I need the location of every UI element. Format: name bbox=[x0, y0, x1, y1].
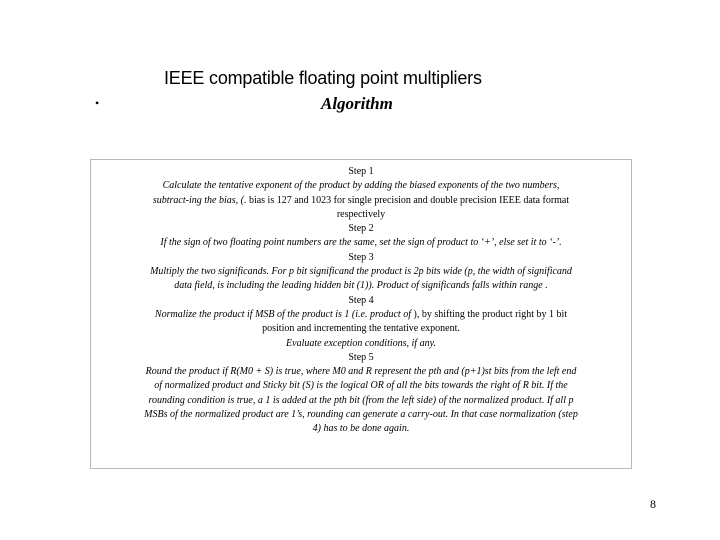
step-3-heading: Step 3 bbox=[348, 251, 374, 263]
step-1-line-c: respectively bbox=[336, 208, 386, 220]
step-5-line-e: 4) has to be done again. bbox=[312, 423, 410, 435]
page-number: 8 bbox=[650, 497, 656, 511]
step-4-heading: Step 4 bbox=[348, 294, 374, 306]
step-4-line-a bbox=[96, 308, 626, 322]
step-4-line-a-italic: Normalize the product if MSB of the product is 1 (i.e. product of bbox=[154, 308, 414, 320]
step-5-heading: Step 5 bbox=[348, 351, 374, 363]
bullet-marker: • bbox=[95, 96, 100, 110]
step-1-line-b-rest: bias is 127 and 1023 for single precision and double precision IEEE data format bbox=[246, 194, 570, 206]
step-3-line-a: Multiply the two significands. For p bit significand the product is 2p bits wide (p, the width of significand bbox=[150, 266, 572, 278]
step-1-line-b-italic: subtract-ing the bias, (. bbox=[152, 194, 247, 206]
slide-title: IEEE compatible floating point multipliers bbox=[164, 68, 482, 88]
step-5-line-d: MSBs of the normalized product are 1’s, rounding can generate a carry-out. In that case normalization (step bbox=[144, 409, 578, 421]
step-4-line-a-rest: ), by shifting the product right by 1 bit bbox=[413, 308, 568, 320]
step-5-line-b: of normalized product and Sticky bit (S) is the logical OR of all the bits towards the right of R bit. If the bbox=[154, 380, 568, 392]
algorithm-steps bbox=[96, 165, 626, 437]
step-5-line-c: rounding condition is true, a 1 is added at the pth bit (from the left side) of the normalized product. If all p bbox=[148, 394, 574, 406]
step-4-line-b: position and incrementing the tentative exponent. bbox=[262, 323, 460, 335]
step-2-heading: Step 2 bbox=[348, 223, 374, 235]
step-1-heading: Step 1 bbox=[348, 166, 374, 177]
step-2-text: If the sign of two floating point numbers are the same, set the sign of product to ‘+’, else set it to ‘-’. bbox=[160, 237, 562, 249]
slide-subtitle: Algorithm bbox=[321, 94, 393, 113]
step-5-line-a: Round the product if R(M0 + S) is true, where M0 and R represent the pth and (p+1)st bits from the left end bbox=[145, 366, 577, 378]
step-1-line-b bbox=[96, 194, 626, 208]
step-3-line-b: data field, is including the leading hidden bit (1)). Product of significands falls within range . bbox=[174, 280, 548, 292]
step-4-line-c: Evaluate exception conditions, if any. bbox=[286, 337, 436, 349]
step-1-line-a: Calculate the tentative exponent of the product by adding the biased exponents of the two numbers, bbox=[162, 180, 560, 192]
